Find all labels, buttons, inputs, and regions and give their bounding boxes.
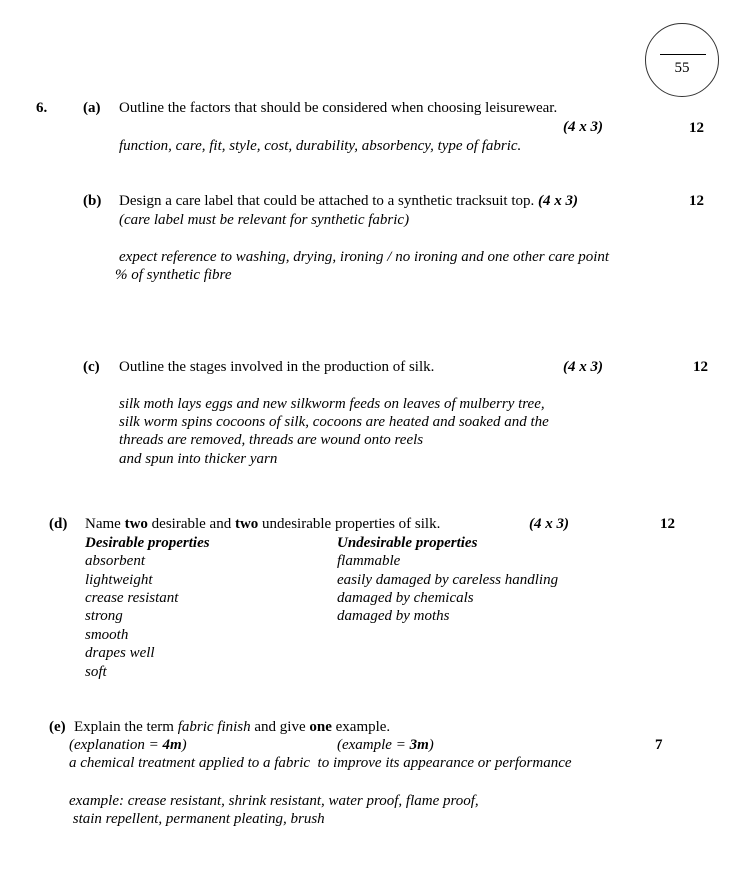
desirable-item: smooth xyxy=(85,627,129,643)
part-c-answer-line-3: threads are removed, threads are wound onto reels xyxy=(119,432,424,448)
part-d-question xyxy=(85,515,440,533)
part-e-question-post: example. xyxy=(331,719,391,735)
example-allocation-post: ) xyxy=(428,737,434,753)
undesirable-item: easily damaged by careless handling xyxy=(337,572,559,588)
part-d-question-bold1: two xyxy=(124,516,148,532)
part-d-allocation: (4 x 3) xyxy=(529,516,569,532)
part-d-label: (d) xyxy=(49,516,68,532)
total-score: 55 xyxy=(674,60,690,76)
part-d-marks: 12 xyxy=(660,516,675,532)
example-allocation-pre: (example = xyxy=(337,737,410,753)
part-c-marks: 12 xyxy=(693,359,708,375)
part-e-question-pre: Explain the term xyxy=(74,719,178,735)
part-c-question: Outline the stages involved in the production of silk. xyxy=(119,359,435,375)
desirable-item: strong xyxy=(85,608,123,624)
desirable-item: absorbent xyxy=(85,553,145,569)
part-c-label: (c) xyxy=(83,359,100,375)
part-b-marks: 12 xyxy=(689,193,704,209)
desirable-item: soft xyxy=(85,664,107,680)
explanation-allocation-pre: (explanation = xyxy=(69,737,163,753)
part-a-allocation: (4 x 3) xyxy=(563,119,603,135)
undesirable-item: damaged by moths xyxy=(337,608,450,624)
part-e-question-italic: fabric finish xyxy=(177,719,251,735)
part-e-example-line-2: stain repellent, permanent pleating, brush xyxy=(69,811,325,827)
desirable-heading: Desirable properties xyxy=(85,535,210,551)
part-b-allocation: (4 x 3) xyxy=(538,193,579,209)
question-number: 6. xyxy=(36,100,48,116)
desirable-item: drapes well xyxy=(85,645,155,661)
example-allocation-value: 3m xyxy=(409,737,429,753)
score-divider-line xyxy=(660,54,706,55)
part-c-answer-line-2: silk worm spins cocoons of silk, cocoons are heated and soaked and the xyxy=(119,414,549,430)
undesirable-heading: Undesirable properties xyxy=(337,535,478,551)
part-e-marks: 7 xyxy=(655,737,663,753)
example-allocation xyxy=(337,736,434,754)
part-d-question-pre: Name xyxy=(85,516,125,532)
explanation-allocation-value: 4m xyxy=(162,737,182,753)
part-e-question-bold: one xyxy=(309,719,332,735)
undesirable-item: damaged by chemicals xyxy=(337,590,474,606)
part-d-question-bold2: two xyxy=(234,516,259,532)
part-e-example-line-1: example: crease resistant, shrink resistant, water proof, flame proof, xyxy=(69,793,479,809)
part-e-question-mid: and give xyxy=(250,719,310,735)
part-a-answer: function, care, fit, style, cost, durability, absorbency, type of fabric. xyxy=(119,138,522,154)
part-e-label: (e) xyxy=(49,719,66,735)
part-d-question-post: undesirable properties of silk. xyxy=(258,516,441,532)
part-b-label: (b) xyxy=(83,193,102,209)
part-d-question-mid: desirable and xyxy=(147,516,235,532)
part-e-answer: a chemical treatment applied to a fabric to improve its appearance or performance xyxy=(69,755,572,771)
explanation-allocation-post: ) xyxy=(181,737,187,753)
part-b-answer-line-1: expect reference to washing, drying, ironing / no ironing and one other care point xyxy=(119,249,610,265)
part-b-question-text: Design a care label that could be attached to a synthetic tracksuit top. xyxy=(119,193,535,209)
desirable-item: crease resistant xyxy=(85,590,179,606)
part-e-question xyxy=(74,718,390,736)
part-c-answer-line-1: silk moth lays eggs and new silkworm feeds on leaves of mulberry tree, xyxy=(119,396,545,412)
score-circle xyxy=(645,23,719,97)
part-a-question: Outline the factors that should be considered when choosing leisurewear. xyxy=(119,100,558,116)
part-c-answer-line-4: and spun into thicker yarn xyxy=(119,451,278,467)
part-a-label: (a) xyxy=(83,100,101,116)
undesirable-item: flammable xyxy=(337,553,401,569)
explanation-allocation xyxy=(69,736,187,754)
desirable-item: lightweight xyxy=(85,572,153,588)
part-b-answer-line-2: % of synthetic fibre xyxy=(115,267,232,283)
part-b-note: (care label must be relevant for synthetic fabric) xyxy=(119,212,410,228)
part-c-allocation: (4 x 3) xyxy=(563,359,603,375)
part-a-marks: 12 xyxy=(689,120,704,136)
part-b-question xyxy=(119,192,578,210)
